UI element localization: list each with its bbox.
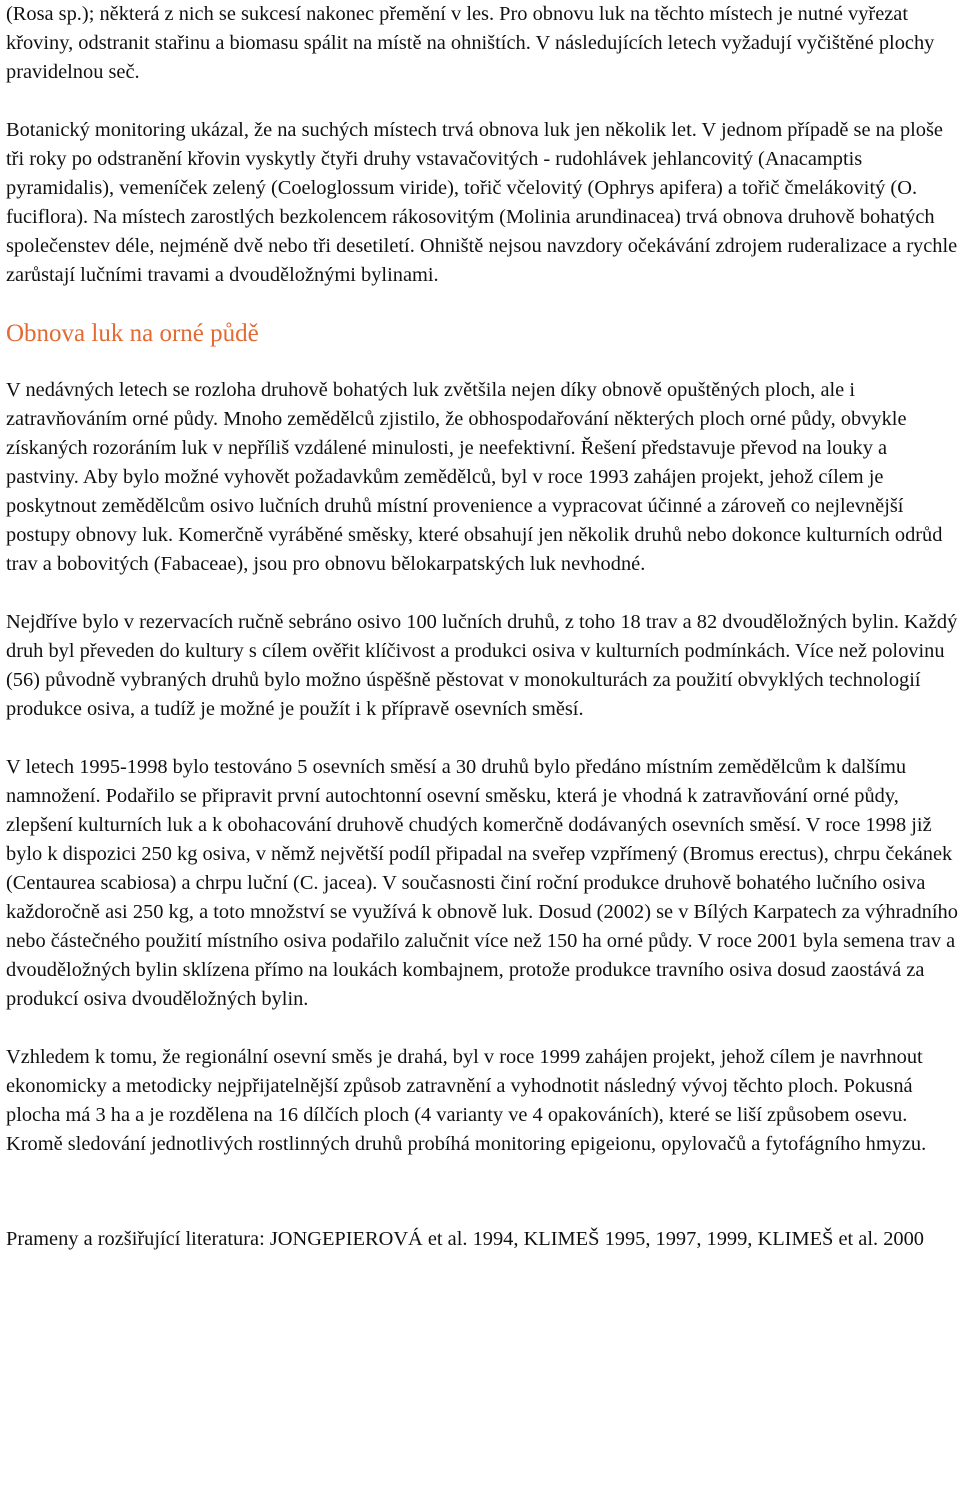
paragraph-seed-mixtures: V letech 1995-1998 bylo testováno 5 osevních směsí a 30 druhů bylo předáno místním zemědělcům k dalšímu namnožení. Podařilo se připravit první autochtonní osevní směsku, která je vhodná k zatravňování orné půdy, zlepšení kulturních luk a k obohacování druhově chudých komerčně dodávaných osevních směsí. V roce 1998 již bylo k dispozici 250 kg osiva, v němž největší podíl připadal na sveřep vzpřímený (Bromus erectus), chrpu čekánek (Centaurea scabiosa) a chrpu luční (C. jacea). V současnosti činí roční produkce druhově bohatého lučního osiva každoročně asi 250 kg, a toto množství se využívá k obnově luk. Dosud (2002) se v Bílých Karpatech za výhradního nebo částečného použití místního osiva podařilo zalučnit více než 150 ha orné půdy. V roce 2001 byla semena trav a dvouděložných bylin sklízena přímo na loukách kombajnem, protože produkce travního osiva dosud zaostává za produkcí osiva dvouděložných bylin. [6,756,958,1010]
paragraph-intro-continuation: (Rosa sp.); některá z nich se sukcesí nakonec přemění v les. Pro obnovu luk na těchto místech je nutné vyřezat křoviny, odstranit stařinu a biomasu spálit na místě na ohništích. V následujících letech vyžadují vyčištěné plochy pravidelnou seč. [6,3,935,83]
paragraph-arable-land-restoration: V nedávných letech se rozloha druhově bohatých luk zvětšila nejen díky obnově opuštěných ploch, ale i zatravňováním orné půdy. Mnoho zemědělců zjistilo, že obhospodařování některých ploch orné půdy, obvykle získaných rozoráním luk v nepříliš vzdálené minulosti, je neefektivní. Řešení představuje převod na louky a pastviny. Aby bylo možné vyhovět požadavkům zemědělců, byl v roce 1993 zahájen projekt, jehož cílem je poskytnout zemědělcům osivo lučních druhů místní provenience a vypracovat účinné a zároveň co nejlevnější postupy obnovy luk. Komerčně vyráběné směsky, které obsahují jen několik druhů nebo dokonce kulturních odrůd trav a bobovitých (Fabaceae), jsou pro obnovu bělokarpatských luk nevhodné. [6,379,943,575]
section-heading: Obnova luk na orné půdě [6,320,259,347]
references: Prameny a rozšiřující literatura: JONGEPIEROVÁ et al. 1994, KLIMEŠ 1995, 1997, 1999, KLIMEŠ et al. 2000 [6,1228,924,1250]
paragraph-experimental-plot: Vzhledem k tomu, že regionální osevní směs je drahá, byl v roce 1999 zahájen projekt, jehož cílem je navrhnout ekonomicky a metodicky nejpřijatelnější způsob zatravnění a vyhodnotit následný vývoj těchto ploch. Pokusná plocha má 3 ha a je rozdělena na 16 dílčích ploch (4 varianty ve 4 opakováních), které se liší způsobem osevu. Kromě sledování jednotlivých rostlinných druhů probíhá monitoring epigeionu, opylovačů a fytofágního hmyzu. [6,1046,927,1155]
paragraph-seed-collection: Nejdříve bylo v rezervacích ručně sebráno osivo 100 lučních druhů, z toho 18 trav a 82 dvouděložných bylin. Každý druh byl převeden do kultury s cílem ověřit klíčivost a produkci osiva v kulturních podmínkách. Více než polovinu (56) původně vybraných druhů bylo možno úspěšně pěstovat v monokulturách za použití obvyklých technologií produkce osiva, a tudíž je možné je použít i k přípravě osevních směsí. [6,611,958,720]
document-page [6,0,958,1254]
paragraph-botanical-monitoring: Botanický monitoring ukázal, že na suchých místech trvá obnova luk jen několik let. V jednom případě se na ploše tři roky po odstranění křovin vyskytly čtyři druhy vstavačovitých - rudohlávek jehlancovitý (Anacamptis pyramidalis), vemeníček zelený (Coeloglossum viride), tořič včelovitý (Ophrys apifera) a tořič čmelákovitý (O. fuciflora). Na místech zarostlých bezkolencem rákosovitým (Molinia arundinacea) trvá obnova druhově bohatých společenstev déle, nejméně dvě nebo tři desetiletí. Ohniště nejsou navzdory očekávání zdrojem ruderalizace a rychle zarůstají lučními travami a dvouděložnými bylinami. [6,119,958,286]
